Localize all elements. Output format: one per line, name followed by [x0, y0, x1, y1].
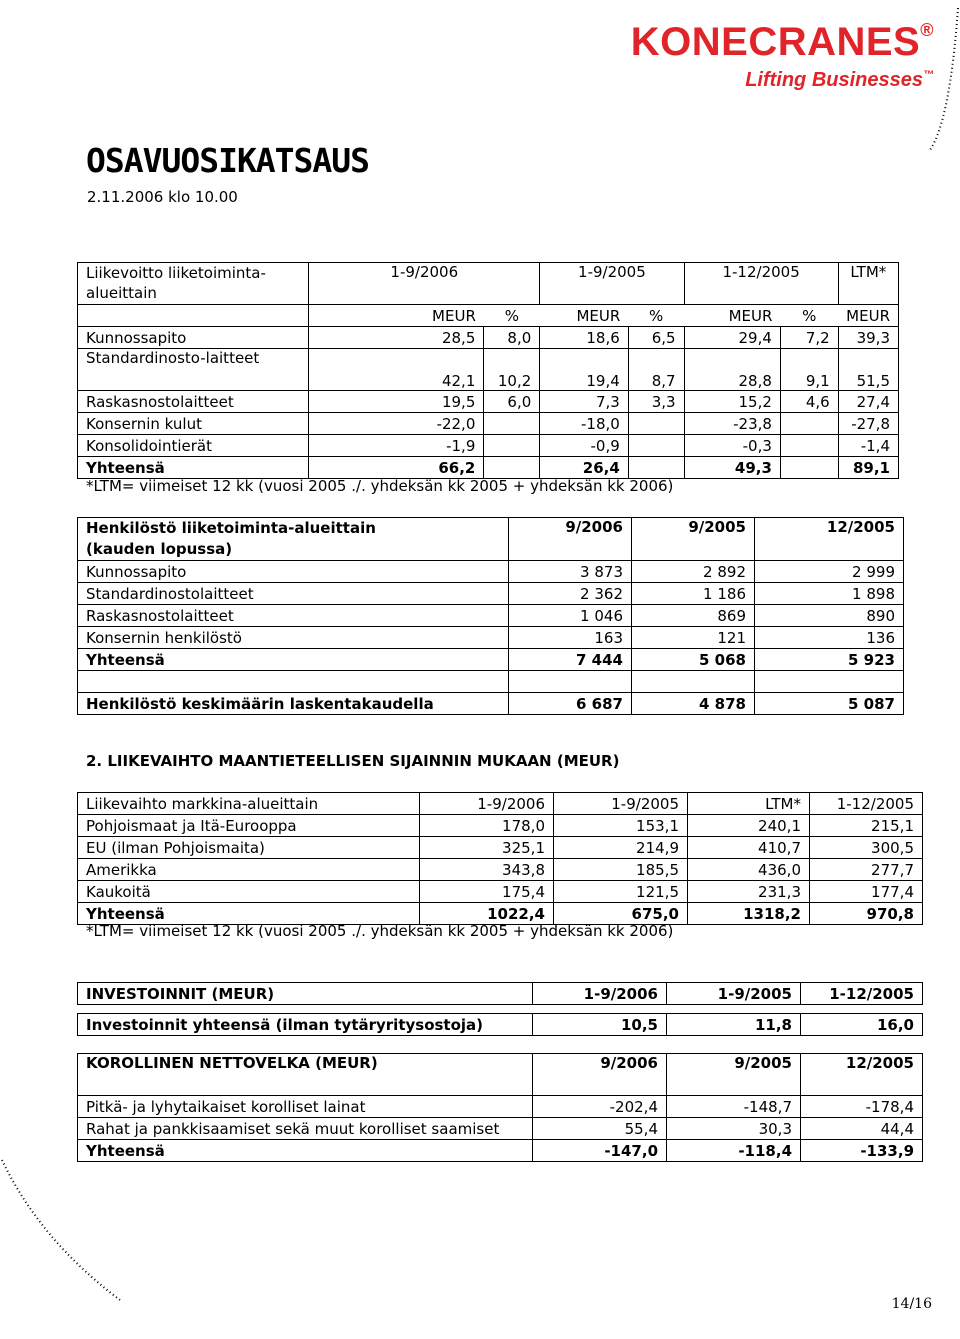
table-row-total: Yhteensä 66,2 26,4 49,3 89,1: [78, 457, 899, 479]
table-row: Kunnossapito 3 873 2 892 2 999: [78, 561, 904, 583]
table-row: Kunnossapito 28,5 8,0 18,6 6,5 29,4 7,2 39,3: [78, 327, 899, 349]
t1-period: 1-12/2005: [684, 263, 838, 305]
section-heading: 2. LIIKEVAIHTO MAANTIETEELLISEN SIJAINNIN MUKAAN (MEUR): [86, 752, 620, 770]
table-row: Raskasnostolaitteet 1 046 869 890: [78, 605, 904, 627]
revenue-table: [77, 792, 923, 925]
investments-table: [77, 982, 923, 1036]
t2-period: 9/2005: [632, 518, 755, 561]
table-row: Pohjoismaat ja Itä-Eurooppa 178,0 153,1 240,1 215,1: [78, 815, 923, 837]
t2-period: 9/2006: [509, 518, 632, 561]
table-row: Raskasnostolaitteet 19,5 6,0 7,3 3,3 15,2 4,6 27,4: [78, 391, 899, 413]
release-date: 2.11.2006 klo 10.00: [87, 188, 238, 206]
t1-unit: MEUR: [576, 306, 621, 325]
t1-period: 1-9/2006: [309, 263, 540, 305]
t1-unit: %: [649, 306, 664, 325]
page-title: OSAVUOSIKATSAUS: [86, 141, 370, 180]
table-header: INVESTOINNIT (MEUR) 1-9/2006 1-9/2005 1-12/2005: [78, 983, 923, 1005]
table-row-empty: [78, 671, 904, 693]
table-row-total: Yhteensä 1022,4 675,0 1318,2 970,8: [78, 903, 923, 925]
table-row: Standardinostolaitteet 2 362 1 186 1 898: [78, 583, 904, 605]
personnel-table: [77, 517, 904, 715]
t1-unit: MEUR: [838, 305, 898, 327]
t2-period: 12/2005: [755, 518, 904, 561]
table-row: Investoinnit yhteensä (ilman tytäryritysostoja) 10,5 11,8 16,0: [78, 1014, 923, 1036]
operating-profit-table: [77, 262, 899, 479]
t2-title: Henkilöstö liiketoiminta-alueittain (kauden lopussa): [86, 519, 376, 558]
table-row: Konsolidointierät -1,9 -0,9 -0,3 -1,4: [78, 435, 899, 457]
t1-period: LTM*: [838, 263, 898, 305]
t1-unit: MEUR: [728, 306, 773, 325]
page-number: 14/16: [891, 1296, 932, 1312]
table-row: Standardinosto-laitteet 42,1 10,2 19,4 8,7 28,8 9,1 51,5: [78, 349, 899, 391]
table-row: Rahat ja pankkisaamiset sekä muut korolliset saamiset 55,4 30,3 44,4: [78, 1118, 923, 1140]
t1-unit: MEUR: [309, 305, 484, 327]
net-debt-table: [77, 1053, 923, 1162]
ltm-footnote: *LTM= viimeiset 12 kk (vuosi 2005 ./. yhdeksän kk 2005 + yhdeksän kk 2006): [86, 922, 674, 940]
t1-period: 1-9/2005: [540, 263, 684, 305]
table-row-total: Yhteensä -147,0 -118,4 -133,9: [78, 1140, 923, 1162]
table-row: Konsernin henkilöstö 163 121 136: [78, 627, 904, 649]
table-header: Liikevaihto markkina-alueittain 1-9/2006 1-9/2005 LTM* 1-12/2005: [78, 793, 923, 815]
table-row: Pitkä- ja lyhytaikaiset korolliset lainat -202,4 -148,7 -178,4: [78, 1096, 923, 1118]
table-row-total: Yhteensä 7 444 5 068 5 923: [78, 649, 904, 671]
konecranes-logo: KONECRANES® Lifting Businesses™: [630, 20, 934, 91]
table-row: EU (ilman Pohjoismaita) 325,1 214,9 410,7 300,5: [78, 837, 923, 859]
table-header: KOROLLINEN NETTOVELKA (MEUR) 9/2006 9/2005 12/2005: [78, 1054, 923, 1096]
table-row: Amerikka 343,8 185,5 436,0 277,7: [78, 859, 923, 881]
table-row: Kaukoitä 175,4 121,5 231,3 177,4: [78, 881, 923, 903]
table-row: Konsernin kulut -22,0 -18,0 -23,8 -27,8: [78, 413, 899, 435]
t1-title: Liikevoitto liiketoiminta-alueittain: [78, 263, 309, 305]
t1-unit: %: [504, 306, 519, 325]
t1-unit: %: [802, 306, 817, 325]
ltm-footnote: *LTM= viimeiset 12 kk (vuosi 2005 ./. yhdeksän kk 2005 + yhdeksän kk 2006): [86, 477, 674, 495]
table-row-average: Henkilöstö keskimäärin laskentakaudella 6 687 4 878 5 087: [78, 693, 904, 715]
